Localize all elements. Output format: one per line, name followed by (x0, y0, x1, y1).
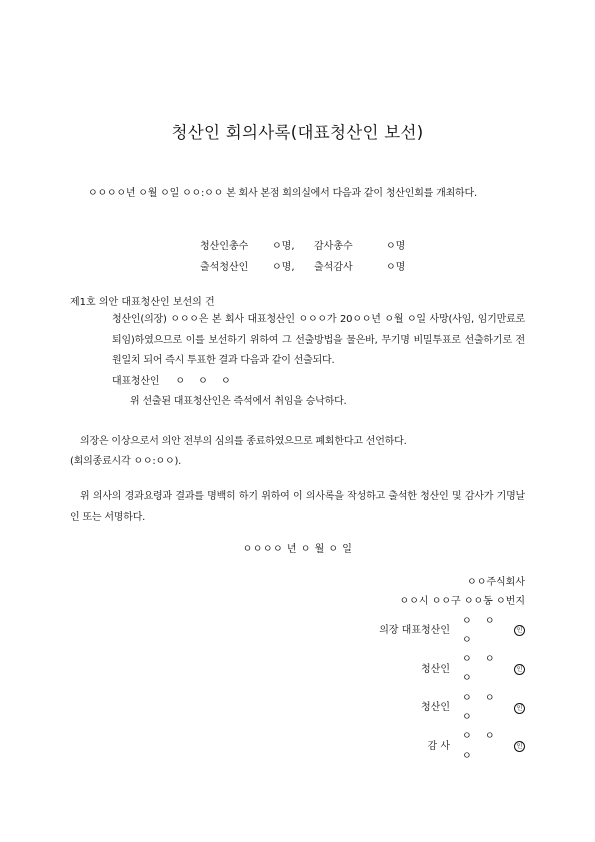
signatory-name: ㅇ ㅇ ㅇ (462, 731, 500, 762)
meeting-date: ㅇㅇㅇㅇ 년 ㅇ 월 ㅇ 일 (242, 544, 353, 555)
signatory-role: 감 사 (427, 741, 450, 753)
total-auditors-label: 감사총수 (314, 241, 353, 252)
signatory-row (379, 612, 525, 651)
present-auditors-label: 출석감사 (314, 262, 353, 273)
acceptance-text: 위 선출된 대표청산인은 즉석에서 취임을 승낙하다. (130, 396, 347, 407)
signatory-name: ㅇ ㅇ ㅇ (462, 692, 500, 724)
closing-declaration-line1: 의장은 이상으로서 의안 전부의 심의를 종료하였으므로 폐회한다고 선언하다. (80, 436, 407, 447)
total-liquidators-value: ㅇ명, (272, 241, 295, 252)
seal-icon: 인 (514, 703, 525, 714)
signatory-role: 청산인 (421, 702, 450, 714)
signature-block (379, 573, 525, 766)
agenda-heading: 제1호 의안 대표청산인 보선의 건 (70, 297, 215, 308)
agenda-body (112, 310, 525, 413)
total-liquidators-label: 청산인총수 (200, 241, 249, 252)
company-address: ㅇㅇ시 ㅇㅇ구 ㅇㅇ동 ㅇ번지 (399, 596, 525, 608)
present-liquidators-value: ㅇ명, (272, 262, 295, 273)
closing-declaration-line2: (회의종료시각 ㅇㅇ:ㅇㅇ). (70, 456, 182, 467)
seal-icon: 인 (514, 741, 525, 752)
signatory-row (379, 727, 525, 766)
signatory-name: ㅇ ㅇ ㅇ (462, 615, 500, 646)
signatory-role: 의장 대표청산인 (379, 625, 450, 637)
closing-signature-statement: 위 의사의 경과요령과 결과를 명백히 하기 위하여 이 의사록을 작성하고 출석한 청산인 및 감사가 기명날인 또는 서명하다. (70, 491, 525, 523)
counts-row-present (200, 257, 405, 278)
document-title: 청산인 회의사록(대표청산인 보선) (171, 123, 424, 142)
present-auditors-value: ㅇ명 (386, 262, 406, 273)
rep-label: 대표청산인 (112, 375, 160, 387)
opening-paragraph: ㅇㅇㅇㅇ년 ㅇ월 ㅇ일 ㅇㅇ:ㅇㅇ 본 회사 본점 회의실에서 다음과 같이 청산인회를 개최하다. (88, 188, 477, 199)
attendance-counts (200, 236, 405, 278)
counts-row-total (200, 236, 405, 257)
seal-icon: 인 (514, 625, 525, 636)
agenda-text: 청산인(의장) ㅇㅇㅇ은 본 회사 대표청산인 ㅇㅇㅇ가 20ㅇㅇ년 ㅇ월 ㅇ일 사망(사임, 임기만료로 퇴임)하였으므로 이를 보선하기 위하여 그 선출방법을 물은바, 무기명 비밀투표로 선출하기로 전원일치 되어 즉시 투표한 결과 다음과 같이 선출되다. (112, 314, 525, 366)
present-liquidators-label: 출석청산인 (200, 262, 249, 273)
rep-name: ㅇ ㅇ ㅇ (175, 375, 236, 387)
elected-representative (112, 372, 525, 393)
closing-declaration (70, 432, 525, 472)
signatory-name: ㅇ ㅇ ㅇ (462, 654, 500, 685)
total-auditors-value: ㅇ명 (386, 241, 406, 252)
signatory-role: 청산인 (421, 663, 450, 675)
signatory-row (379, 689, 525, 728)
signatory-row (379, 650, 525, 689)
company-name: ㅇㅇ주식회사 (467, 577, 525, 588)
seal-icon: 인 (514, 664, 525, 675)
